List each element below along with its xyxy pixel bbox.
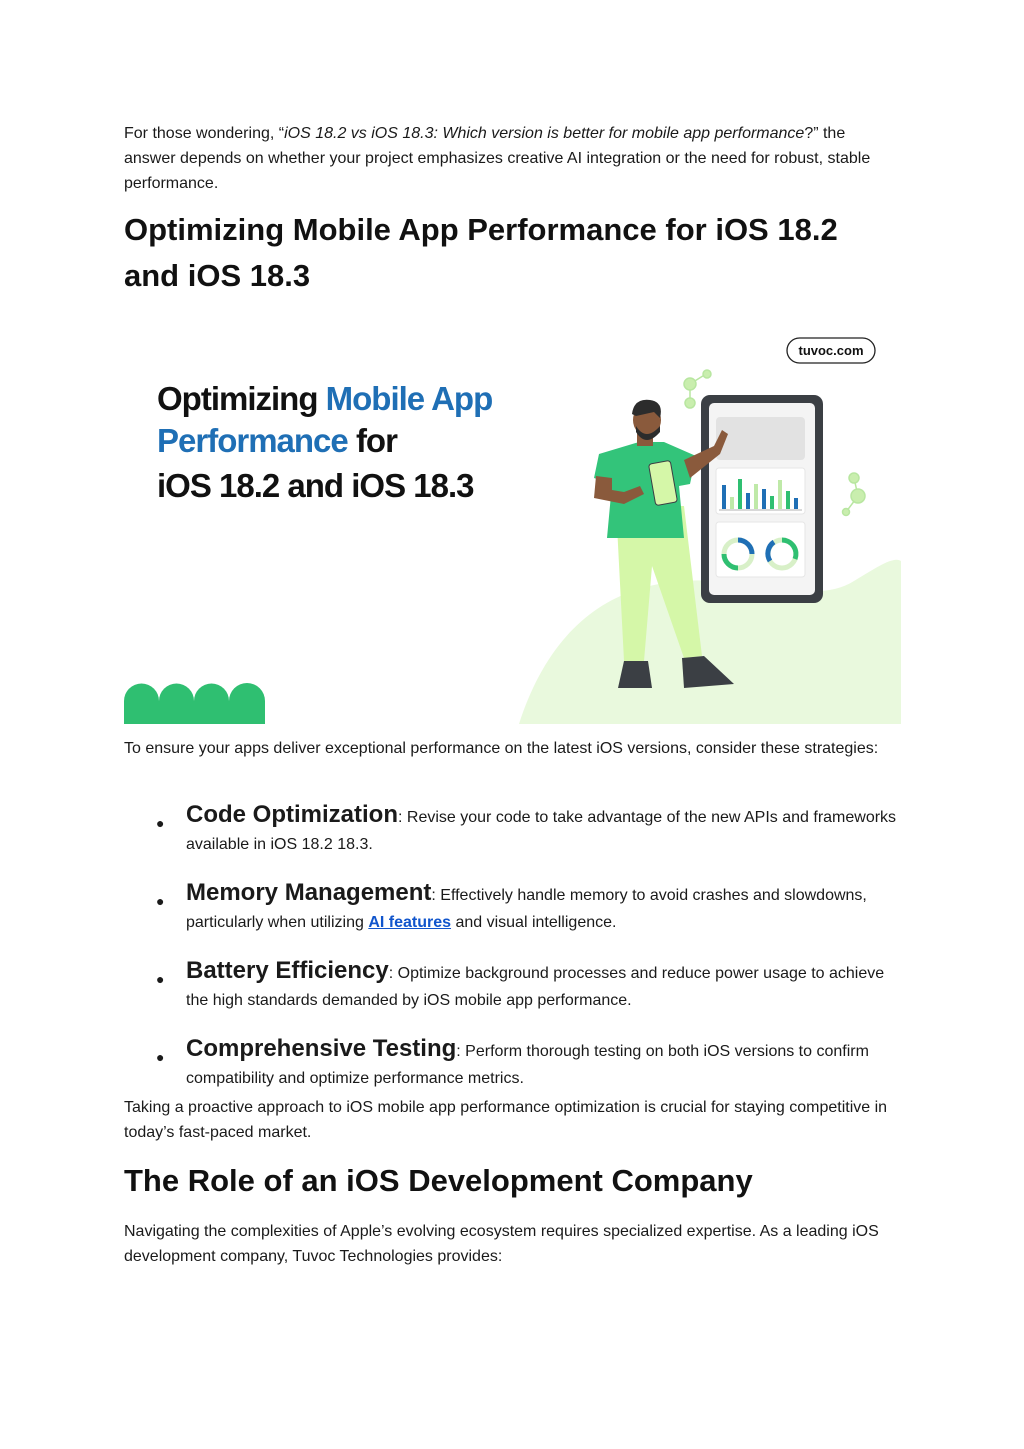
list-item-code-optimization — [124, 800, 900, 858]
list-item-battery-efficiency — [124, 956, 900, 1014]
brand-text: tuvoc.com — [798, 343, 864, 358]
banner-title-performance: Performance — [157, 422, 356, 459]
strategies-list — [124, 800, 900, 1112]
banner-title-versions: iOS 18.2 and iOS 18.3 — [157, 467, 474, 504]
phone-bar-chart — [716, 468, 805, 514]
list-item-comprehensive-testing — [124, 1034, 900, 1092]
intro-paragraph — [124, 121, 900, 196]
term-memory-management: Memory Management — [186, 879, 432, 906]
svg-text:Performance for — [157, 422, 398, 459]
svg-text:Optimizing Mobile App — [157, 380, 492, 417]
navigating-paragraph: Navigating the complexities of Apple’s evolving ecosystem requires specialized expertise. As a leading iOS development company, Tuvoc Technologies provides: — [124, 1223, 879, 1265]
bullet-icon: ● — [156, 971, 165, 987]
term-code-optimization: Code Optimization — [186, 801, 398, 828]
banner-title-optimizing: Optimizing — [157, 380, 326, 417]
heading-role: The Role of an iOS Development Company — [124, 1163, 753, 1198]
banner-title-mobile-app: Mobile App — [325, 380, 493, 417]
desc-battery-efficiency: : Optimize background processes and reduce power usage to achieve the high standards demanded by iOS mobile app performance. — [186, 965, 885, 1009]
desc-code-optimization: : Revise your code to take advantage of the new APIs and frameworks available in iOS 18.2 18.3. — [186, 809, 897, 853]
intro-tail: ?” the answer depends on whether your project emphasizes creative AI integration or the need for robust, stable performance. — [124, 125, 871, 192]
desc-comprehensive-testing: : Perform thorough testing on both iOS versions to confirm compatibility and optimize performance metrics. — [186, 1043, 869, 1087]
list-item-memory-management — [124, 878, 900, 936]
bullet-icon: ● — [156, 1049, 165, 1065]
bullet-icon: ● — [156, 893, 165, 909]
molecule-icon-right — [843, 473, 866, 516]
phone-illustration — [701, 395, 823, 603]
scallop-decoration — [124, 683, 265, 724]
taking-proactive-paragraph: Taking a proactive approach to iOS mobile app performance optimization is crucial for staying competitive in today’s fast-paced market. — [124, 1099, 888, 1141]
strategies-intro: To ensure your apps deliver exceptional performance on the latest iOS versions, consider these strategies: — [124, 740, 879, 757]
bullet-icon: ● — [156, 815, 165, 831]
heading-optimizing: Optimizing Mobile App Performance for iOS 18.2 and iOS 18.3 — [124, 212, 838, 293]
desc-memory-management-after: and visual intelligence. — [451, 914, 617, 931]
term-battery-efficiency: Battery Efficiency — [186, 957, 389, 984]
ai-features-link[interactable]: AI features — [368, 914, 452, 931]
phone-donut-charts — [716, 522, 805, 577]
intro-lead: For those wondering, “ — [124, 125, 285, 142]
banner-image — [124, 326, 901, 724]
intro-question: iOS 18.2 vs iOS 18.3: Which version is better for mobile app performance — [284, 125, 805, 142]
banner-title-for: for — [355, 422, 397, 459]
desc-memory-management-before: : Effectively handle memory to avoid crashes and slowdowns, particularly when utilizing — [186, 887, 867, 931]
term-comprehensive-testing: Comprehensive Testing — [186, 1035, 457, 1062]
